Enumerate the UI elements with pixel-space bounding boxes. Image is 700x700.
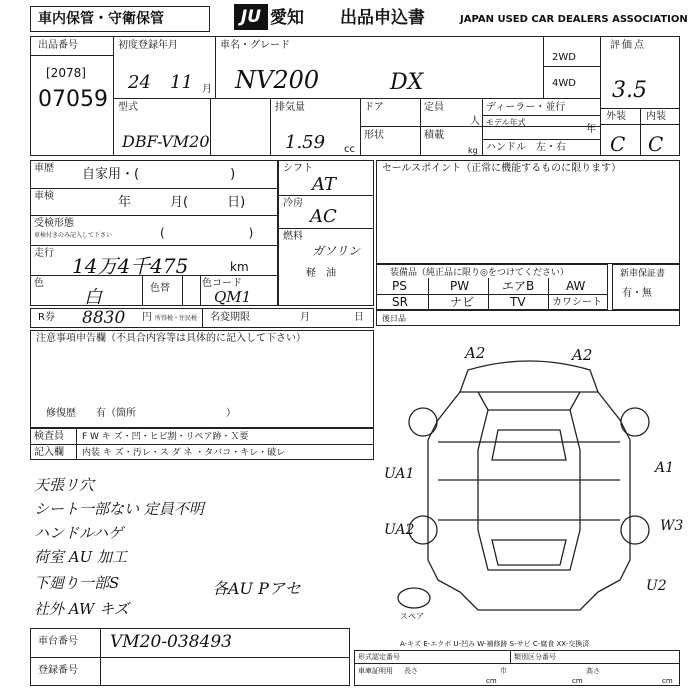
repair-history-label: 修復歴 有（箇所 ） (46, 408, 236, 419)
mark-ua1: UA1 (384, 466, 415, 482)
option-leather-seat: カワシート (552, 297, 602, 308)
car-history-value: 自家用・( ) (82, 167, 236, 182)
windshield (492, 430, 566, 460)
name-grade-label: 車名・グレード (220, 40, 290, 51)
exterior-label: 外装 (606, 111, 626, 122)
height-label: 高さ (586, 667, 600, 675)
cooler-label: 冷房 (283, 198, 303, 209)
front-panel (460, 361, 598, 392)
dealer-label: ディーラー・並行 (486, 102, 566, 113)
lot-number: 07059 (38, 87, 108, 112)
note-line-2: シート一部ない 定員不明 (34, 500, 204, 518)
fuel-value: ガソリン (312, 244, 361, 258)
note-line-1: 天張リ穴 (34, 476, 95, 494)
mark-a1: A1 (655, 460, 675, 476)
car-grade: DX (390, 70, 424, 95)
inspection-label: 車検 (34, 191, 54, 202)
size-unit-1: cm (486, 677, 497, 685)
color-label: 色 (34, 278, 44, 289)
reg-number-label: 登録番号 (38, 665, 78, 676)
checked-label: 受検形態 (34, 218, 74, 229)
back-box (376, 310, 680, 326)
checked-value: ( ) (160, 226, 254, 240)
lot-sub-number: [2078] (46, 66, 86, 80)
interior-label: 内装 (646, 111, 666, 122)
option-aw: AW (566, 279, 586, 293)
r-ticket-unit: 円 (142, 312, 152, 323)
category-label: 類別区分番号 (514, 653, 556, 661)
capacity-label: 定員 (424, 102, 444, 113)
color-change-label: 色替 (150, 283, 170, 294)
cert-size-label: 車庫証明用 (358, 667, 393, 675)
mileage-value: 14万4千475 (72, 254, 189, 278)
length-label: 長さ (404, 667, 418, 675)
note-line-6: 社外 AW キズ (34, 600, 129, 618)
drive-4wd: 4WD (552, 78, 576, 89)
size-unit-3: cm (662, 677, 673, 685)
brand-name: 愛知 (270, 8, 304, 28)
load-label: 積載 (424, 130, 444, 141)
drive-2wd: 2WD (552, 52, 576, 63)
displacement-label: 排気量 (275, 102, 305, 113)
model-value: DBF-VM20 (122, 132, 210, 151)
warranty-label: 新車保証書 (620, 269, 666, 279)
entry-label: 記入欄 (34, 447, 64, 458)
grade-points-label: 評価点 (610, 40, 646, 51)
rear-panel (460, 592, 598, 610)
option-sr: SR (392, 295, 408, 309)
car-name: NV200 (235, 66, 320, 94)
first-reg-month-unit: 月 (202, 84, 212, 95)
name-change-label: 名変期限 (210, 312, 250, 323)
name-change-month: 月 (300, 312, 310, 323)
car-history-label: 車歴 (34, 163, 54, 174)
car-damage-diagram (378, 330, 680, 630)
options-label: 装備品（純正品に限り◎をつけてください） (390, 268, 569, 278)
wheel-rear-right (621, 516, 649, 544)
damage-legend: A-キズ E-エクボ U-凹み W-補修跡 S-サビ C-腐食 XX-交換済 (400, 640, 590, 648)
shift-value: AT (312, 174, 337, 195)
spare-label: スペア (400, 612, 424, 621)
check-row-exterior: F W キ ズ・凹・ヒビ割・リペア跡・Ｘ要 (82, 432, 249, 442)
rear-window (492, 540, 566, 565)
load-unit: kg (468, 146, 478, 155)
cert-label: 形式認定番号 (358, 653, 400, 661)
chassis-label: 車台番号 (38, 636, 78, 647)
option-tv: TV (510, 295, 526, 309)
cooler-value: AC (310, 206, 337, 227)
first-reg-label: 初度登録年月 (118, 40, 178, 51)
grade-points-score: 3.5 (612, 78, 647, 103)
mileage-unit: km (230, 260, 249, 274)
model-year-label: モデル年式 (486, 118, 526, 127)
first-reg-year: 24 (128, 72, 151, 93)
mark-a2-right: A2 (572, 346, 593, 364)
model-year-unit: 年 (586, 124, 596, 135)
displacement-unit: cc (344, 144, 355, 155)
r-ticket-tax-note: 所得税・住民税 (155, 315, 198, 322)
warranty-value: 有・無 (622, 288, 652, 299)
wheel-front-left (409, 408, 437, 436)
inspector-label: 検査員 (34, 431, 64, 442)
check-row-interior: 内装 キ ズ・汚レ・ス ダ ネ ・タバコ・キレ・破レ (82, 448, 286, 458)
color-value: 白 (84, 287, 102, 308)
lot-label: 出品番号 (38, 40, 78, 51)
option-airbag: エアB (502, 279, 535, 293)
interior-value: C (648, 132, 664, 156)
note-line-4: 荷室 AU 加工 (34, 548, 128, 566)
option-ps: PS (392, 279, 407, 293)
notes-title: 注意事項申告欄（不具合内容等は具体的に記入して下さい） (36, 333, 306, 344)
color-code-label: 色コード (202, 278, 242, 289)
fuel-label: 燃料 (283, 231, 303, 242)
mark-ua2: UA2 (384, 522, 415, 538)
shape-label: 形状 (364, 130, 384, 141)
option-navi: ナビ (450, 295, 475, 309)
spare-tire (398, 588, 430, 608)
note-line-5: 下廻り一部S (34, 574, 120, 592)
checked-note: 車検付きのみ記入して下さい (34, 232, 113, 239)
mark-a2-left: A2 (465, 344, 486, 362)
left-side (428, 392, 460, 592)
sales-point-box (376, 160, 680, 264)
chassis-value: VM20-038493 (110, 632, 232, 652)
sales-point-label: セールスポイント（正常に機能するものに限ります） (382, 163, 622, 174)
capacity-unit: 人 (470, 116, 480, 127)
exterior-value: C (610, 132, 626, 156)
right-side (598, 392, 630, 592)
wheel-front-right (621, 408, 649, 436)
model-label: 型式 (118, 102, 138, 113)
brand-logo: JU (234, 4, 268, 30)
size-unit-2: cm (572, 677, 583, 685)
hood (478, 392, 580, 410)
displacement-value: 1.59 (285, 132, 326, 153)
diesel-label: 軽 油 (306, 268, 336, 279)
sheet-title: 出品申込書 (340, 8, 425, 28)
handle-label: ハンドル 左・右 (486, 142, 566, 153)
back-label: 後日品 (382, 314, 406, 323)
option-pw: PW (450, 279, 470, 293)
mark-u2: U2 (646, 578, 667, 594)
association-name: JAPAN USED CAR DEALERS ASSOCIATION (460, 14, 688, 25)
first-reg-month: 11 (170, 72, 193, 93)
width-label: 巾 (500, 667, 507, 675)
mark-w3: W3 (660, 518, 684, 534)
note-extra: 各AU Pアセ (212, 579, 301, 598)
inspection-value: 年 月( 日) (118, 195, 246, 210)
door-label: ドア (364, 102, 384, 113)
name-change-day: 日 (354, 312, 364, 323)
mileage-label: 走行 (34, 248, 54, 259)
note-line-3: ハンドルハゲ (34, 524, 123, 542)
r-ticket-value: 8830 (82, 308, 126, 328)
r-ticket-label: R券 (38, 312, 55, 323)
shift-label: シフト (283, 163, 313, 174)
color-code-value: QM1 (214, 288, 252, 306)
storage-title: 車内保管・守衛保管 (38, 11, 164, 27)
